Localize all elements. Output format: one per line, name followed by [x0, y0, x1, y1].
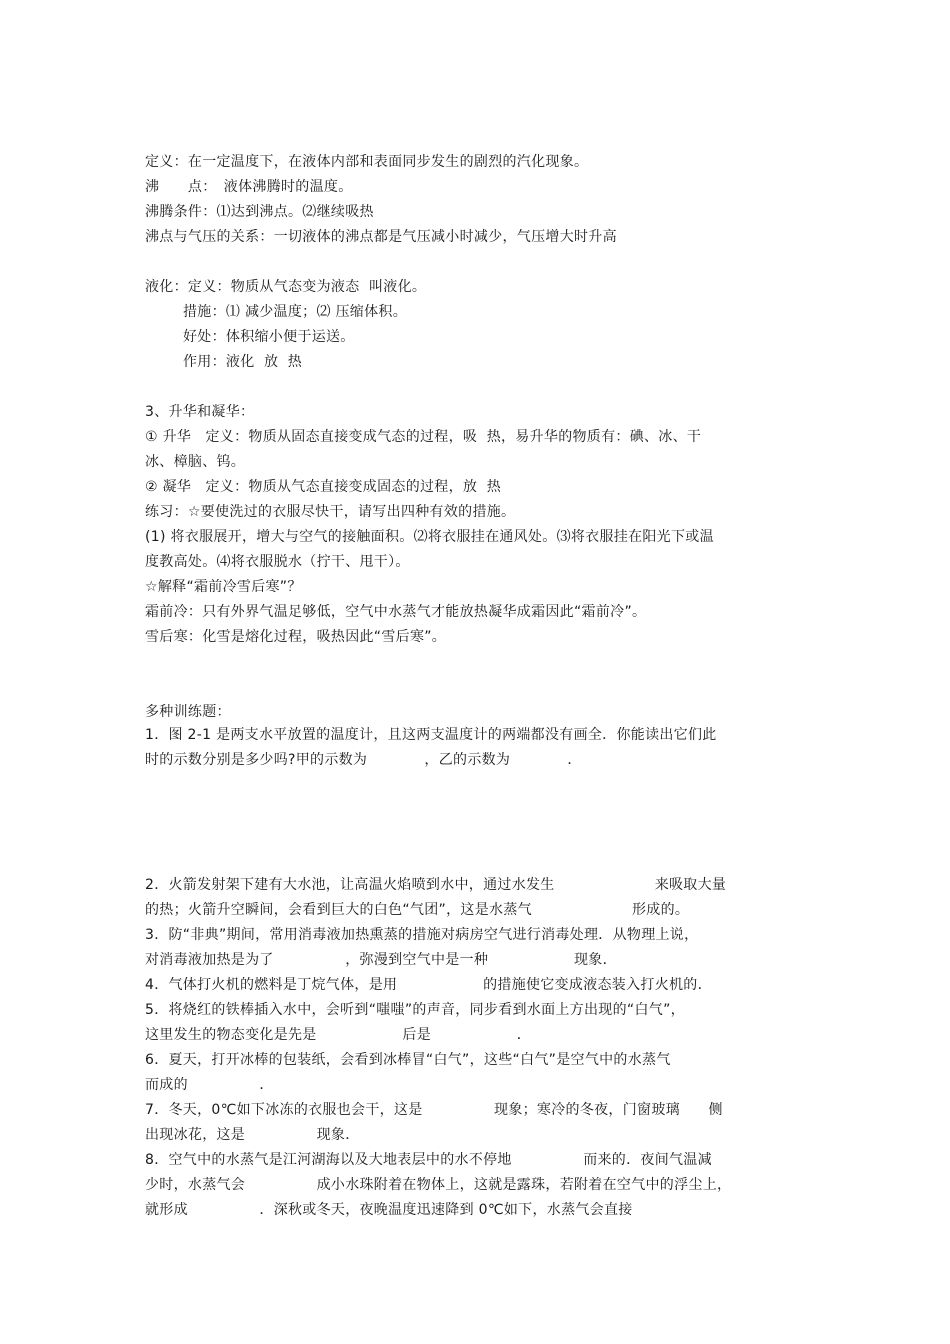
frost-question: ☆解释“霜前冷雪后寒”？ — [145, 579, 302, 595]
sublimation-definition: ① 升华 定义：物质从固态直接变成气态的过程，吸 热，易升华的物质有：碘、冰、干 — [145, 429, 702, 445]
question-2-line-1: 2．火箭发射架下建有大水池，让高温火焰喷到水中，通过水发生 来吸取大量 — [145, 877, 727, 893]
liquefaction-methods: 措施：⑴ 减少温度；⑵ 压缩体积。 — [183, 304, 407, 320]
practice-answer-cont: 度教高处。⑷将衣服脱水（拧干、甩干）。 — [145, 554, 410, 570]
question-4: 4．气体打火机的燃料是丁烷气体，是用 的措施使它变成液态装入打火机的． — [145, 977, 712, 993]
question-7-line-2: 出现冰花，这是 现象． — [145, 1127, 360, 1143]
question-3-line-1: 3．防“非典”期间，常用消毒液加热熏蒸的措施对病房空气进行消毒处理．从物理上说， — [145, 927, 699, 943]
question-1-line-2: 时的示数分别是多少吗?甲的示数为 ，乙的示数为 ． — [145, 752, 582, 768]
question-5-line-2: 这里发生的物态变化是先是 后是 ． — [145, 1027, 532, 1043]
boiling-pressure-relation: 沸点与气压的关系：一切液体的沸点都是气压减小时减少，气压增大时升高 — [145, 229, 617, 245]
boiling-conditions: 沸腾条件：⑴达到沸点。⑵继续吸热 — [145, 204, 374, 220]
exercises-heading: 多种训练题： — [145, 704, 231, 720]
snow-explanation: 雪后寒：化雪是熔化过程，吸热因此“雪后寒”。 — [145, 629, 447, 645]
question-8-line-2: 少时，水蒸气会 成小水珠附着在物体上，这就是露珠，若附着在空气中的浮尘上， — [145, 1177, 732, 1193]
question-6-line-2: 而成的 ． — [145, 1077, 274, 1093]
practice-question: 练习：☆要使洗过的衣服尽快干，请写出四种有效的措施。 — [145, 504, 516, 520]
sublimation-heading: 3、升华和凝华： — [145, 404, 255, 420]
question-5-line-1: 5．将烧红的铁棒插入水中，会听到“嗤嗤”的声音，同步看到水面上方出现的“白气”， — [145, 1002, 685, 1018]
liquefaction-benefit: 好处：体积缩小便于运送。 — [183, 329, 355, 345]
question-6-line-1: 6．夏天，打开冰棒的包装纸，会看到冰棒冒“白气”，这些“白气”是空气中的水蒸气 — [145, 1052, 671, 1068]
question-3-line-2: 对消毒液加热是为了 ，弥漫到空气中是一种 现象． — [145, 952, 617, 968]
sublimation-definition-cont: 冰、樟脑、钨。 — [145, 454, 246, 470]
liquefaction-definition: 液化：定义：物质从气态变为液态 叫液化。 — [145, 279, 427, 295]
desublimation-definition: ② 凝华 定义：物质从气态直接变成固态的过程，放 热 — [145, 479, 501, 495]
question-1-line-1: 1．图 2-1 是两支水平放置的温度计，且这两支温度计的两端都没有画全．你能读出它们此 — [145, 727, 717, 743]
question-2-line-2: 的热；火箭升空瞬间，会看到巨大的白色“气团”，这是水蒸气 形成的。 — [145, 902, 690, 918]
question-7-line-1: 7．冬天，0℃如下冰冻的衣服也会干，这是 现象；寒冷的冬夜，门窗玻璃 侧 — [145, 1102, 723, 1118]
frost-explanation: 霜前冷：只有外界气温足够低，空气中水蒸气才能放热凝华成霜因此“霜前冷”。 — [145, 604, 647, 620]
boiling-point: 沸 点： 液体沸腾时的温度。 — [145, 179, 353, 195]
liquefaction-effect: 作用：液化 放 热 — [183, 354, 303, 370]
question-8-line-1: 8．空气中的水蒸气是江河湖海以及大地表层中的水不停地 而来的．夜间气温减 — [145, 1152, 712, 1168]
boiling-definition: 定义：在一定温度下，在液体内部和表面同步发生的剧烈的汽化现象。 — [145, 154, 589, 170]
practice-answer: (1) 将衣服展开，增大与空气的接触面积。⑵将衣服挂在通风处。⑶将衣服挂在阳光下或温 — [145, 529, 714, 545]
question-8-line-3: 就形成 ．深秋或冬天，夜晚温度迅速降到 0℃如下，水蒸气会直接 — [145, 1202, 633, 1218]
